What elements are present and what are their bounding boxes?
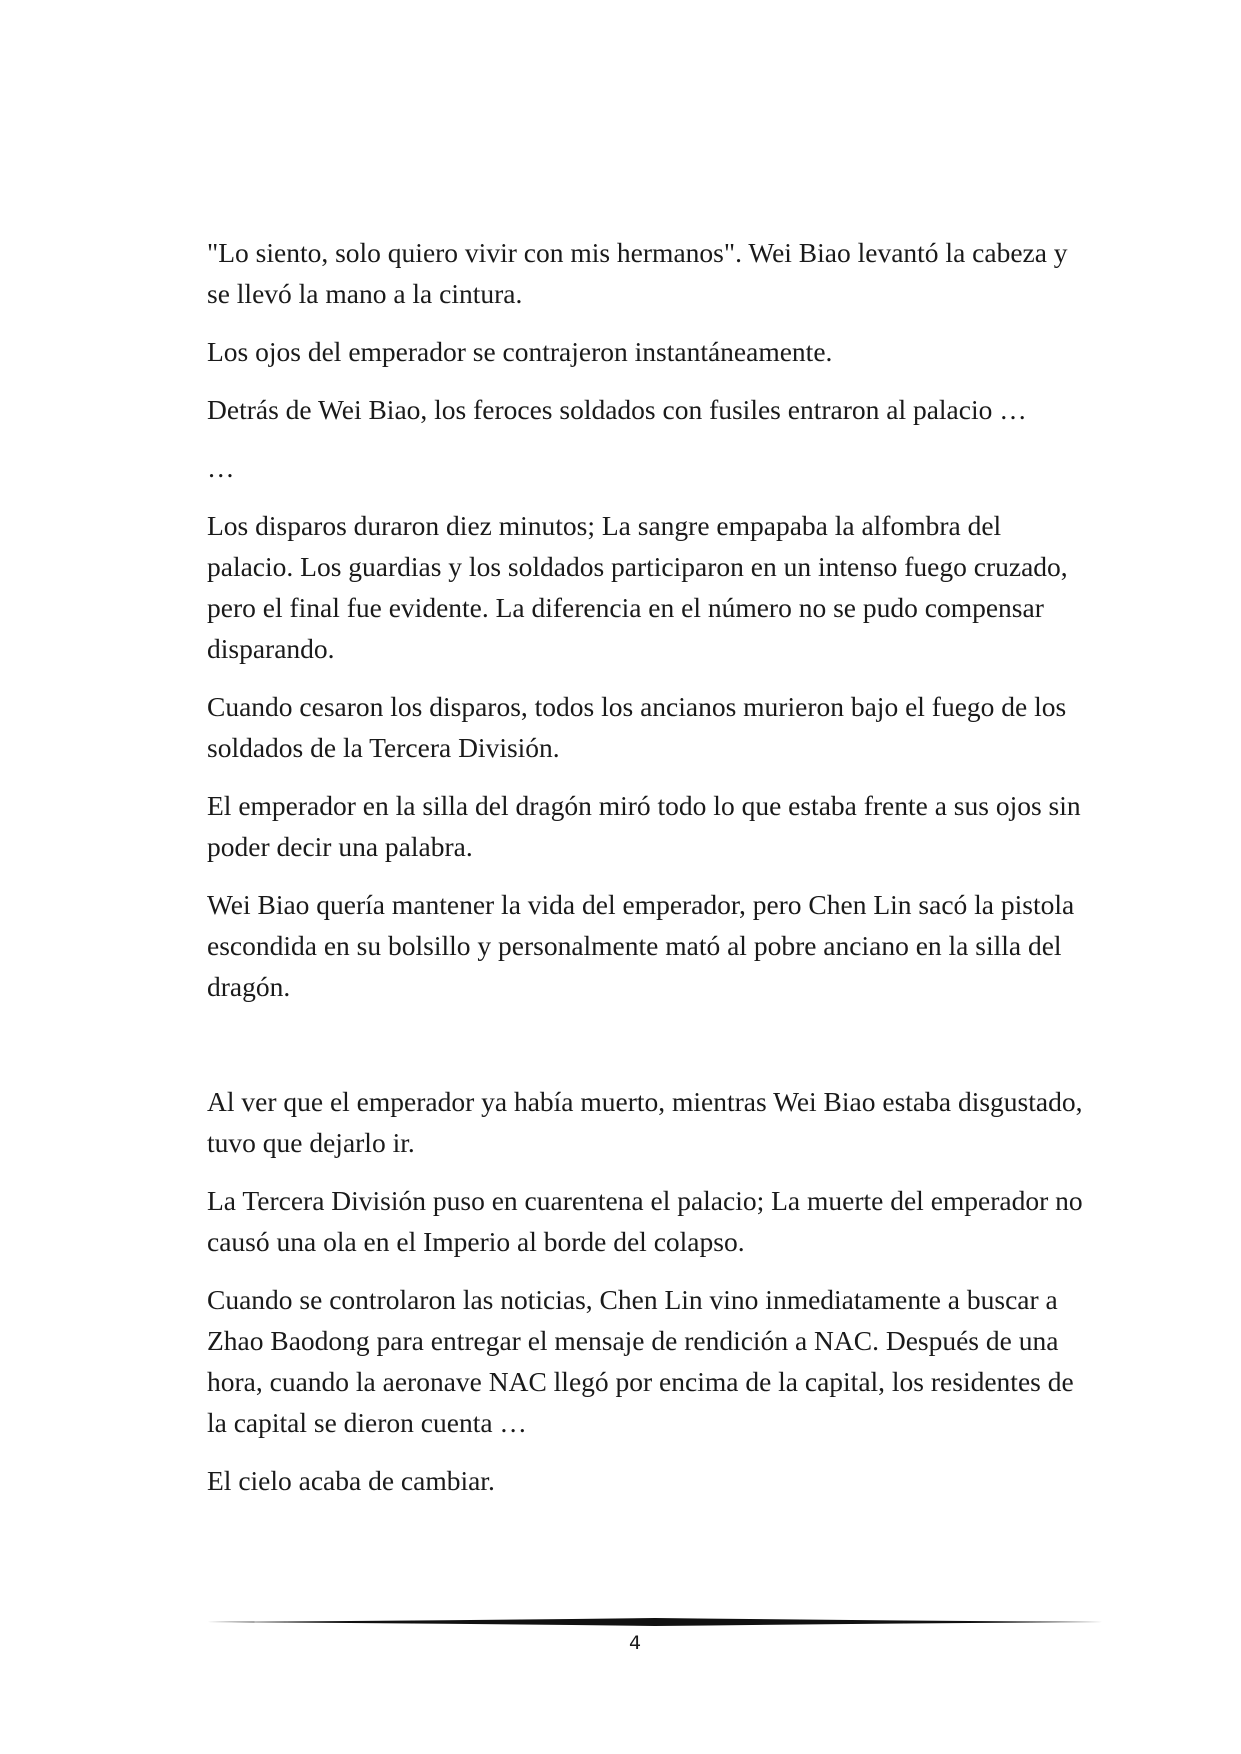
paragraph: Cuando cesaron los disparos, todos los ancianos murieron bajo el fuego de los soldados de la Tercera División. xyxy=(207,691,1067,763)
paragraph: "Lo siento, solo quiero vivir con mis hermanos". Wei Biao levantó la cabeza y se llevó la mano a la cintura. xyxy=(207,237,1068,309)
paragraph: El cielo acaba de cambiar. xyxy=(207,1465,495,1496)
page-number: 4 xyxy=(628,1632,642,1654)
paragraph: El emperador en la silla del dragón miró todo lo que estaba frente a sus ojos sin poder decir una palabra. xyxy=(207,790,1081,862)
footer-divider xyxy=(207,1617,1103,1627)
paragraph: Los ojos del emperador se contrajeron instantáneamente. xyxy=(207,336,833,367)
paragraph: … xyxy=(207,452,235,483)
paragraph: Wei Biao quería mantener la vida del emperador, pero Chen Lin sacó la pistola escondida en su bolsillo y personalmente mató al pobre anciano en la silla del dragón. xyxy=(207,889,1075,1002)
paragraph: Detrás de Wei Biao, los feroces soldados con fusiles entraron al palacio … xyxy=(207,394,1027,425)
paragraph: Los disparos duraron diez minutos; La sangre empapaba la alfombra del palacio. Los guardias y los soldados participaron en un intenso fuego cruzado, pero el final fue evidente. La diferencia en el número no se pudo compensar disparando. xyxy=(207,510,1068,664)
paragraph: Cuando se controlaron las noticias, Chen Lin vino inmediatamente a buscar a Zhao Baodong para entregar el mensaje de rendición a NAC. Después de una hora, cuando la aeronave NAC llegó por encima de la capital, los residentes de la capital se dieron cuenta … xyxy=(207,1284,1074,1438)
body-text xyxy=(207,232,1087,1518)
paragraph: Al ver que el emperador ya había muerto, mientras Wei Biao estaba disgustado, tuvo que dejarlo ir. xyxy=(207,1086,1083,1158)
paragraph: La Tercera División puso en cuarentena el palacio; La muerte del emperador no causó una ola en el Imperio al borde del colapso. xyxy=(207,1185,1083,1257)
